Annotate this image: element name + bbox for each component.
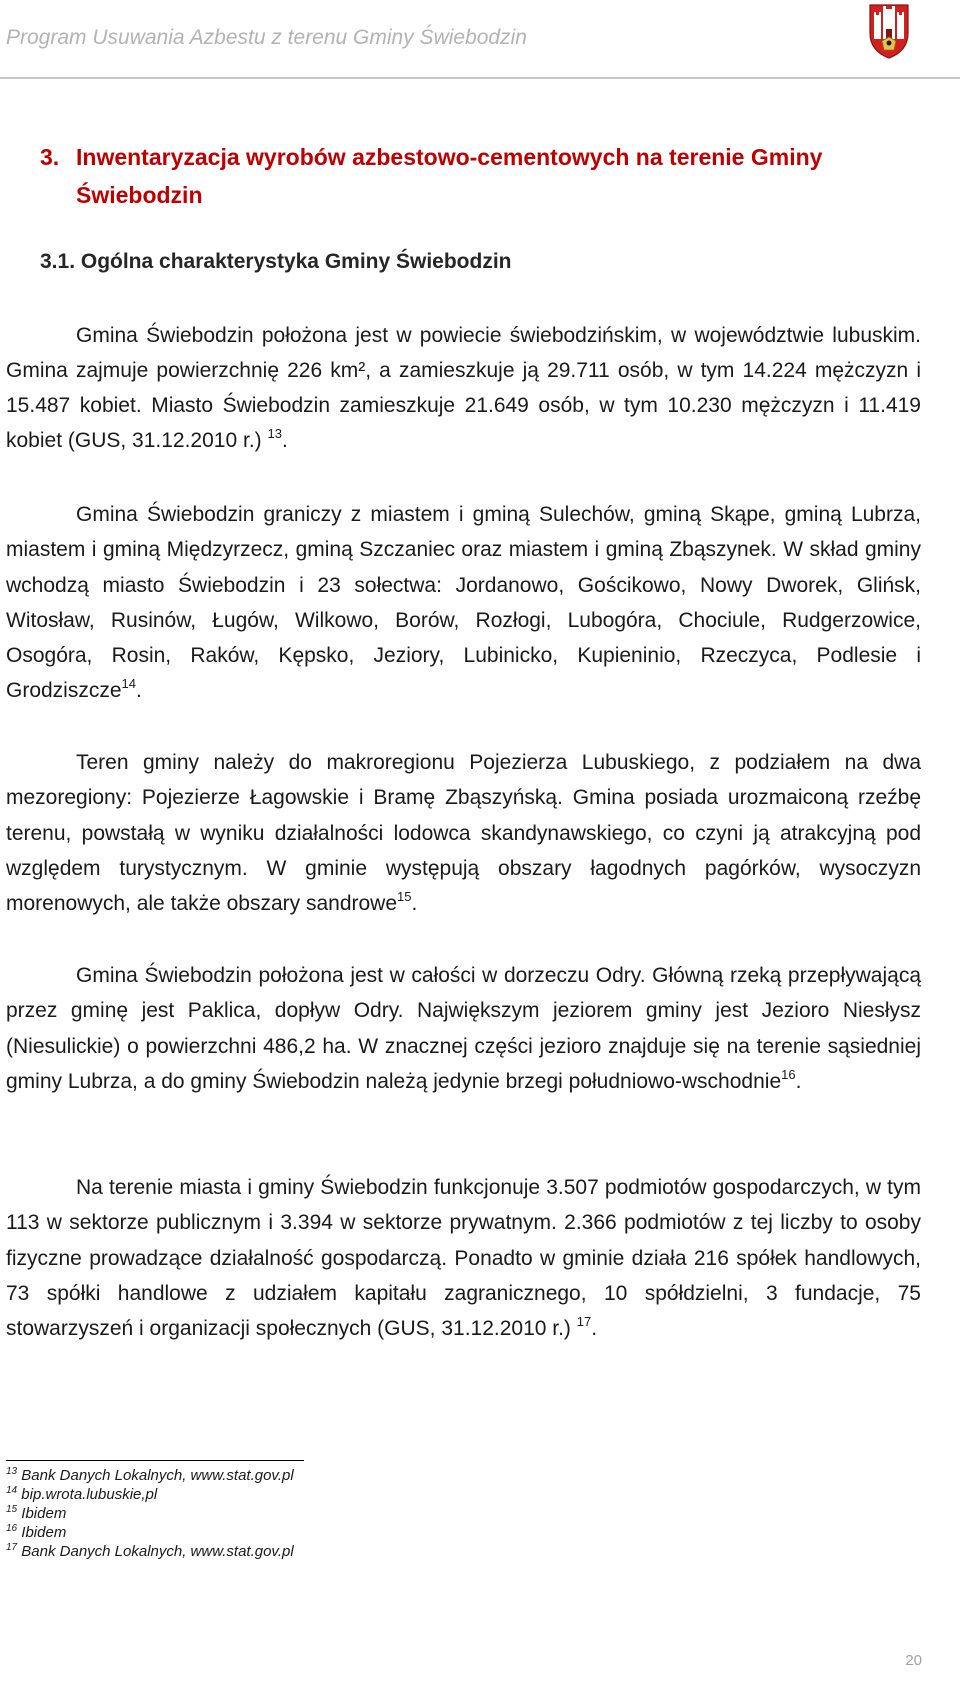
page-number: 20 — [905, 1652, 922, 1669]
paragraph-text: Gmina Świebodzin graniczy z miastem i gminą Sulechów, gminą Skąpe, gminą Lubrza, miastem i gminą Międzyrzecz, gminą Szczaniec oraz miastem i gminą Zbąszynek. W skład gminy wchodzą miasto Świebodzin i 23 sołectwa: Jordanowo, Gościkowo, Nowy Dworek, Glińsk, Witosław, Rusinów, Ługów, Wilkowo, Borów, Rozłogi, Lubogóra, Chociule, Rudgerzowice, Osogóra, Rosin, Raków, Kępsko, Jeziory, Lubinicko, Kupieninio, Rzeczyca, Podlesie i Grodziszcze — [6, 503, 921, 703]
paragraph-end: . — [591, 1317, 598, 1341]
footnote-text: bip.wrota.lubuskie,pl — [21, 1486, 158, 1503]
paragraph-end: . — [795, 1069, 802, 1093]
footnote-divider — [6, 1460, 304, 1461]
footnote-item — [6, 1485, 294, 1504]
footnote-ref: 17 — [576, 1314, 592, 1330]
header-title: Program Usuwania Azbestu z terenu Gminy Świebodzin — [6, 26, 527, 49]
footnote-item — [6, 1542, 294, 1561]
footnote-text: Ibidem — [21, 1505, 67, 1522]
subsection-heading: 3.1. Ogólna charakterystyka Gminy Świebodzin — [40, 250, 512, 273]
footnote-text: Ibidem — [21, 1524, 67, 1541]
section-number: 3. — [40, 144, 60, 170]
paragraph-end: . — [281, 429, 288, 452]
paragraph-terrain — [6, 745, 921, 921]
paragraph-borders — [6, 497, 921, 709]
paragraph-population — [6, 318, 921, 458]
footnote-ref: 16 — [781, 1066, 796, 1082]
section-heading — [40, 138, 920, 214]
page-header — [0, 0, 960, 80]
paragraph-text: Na terenie miasta i gminy Świebodzin funkcjonuje 3.507 podmiotów gospodarczych, w tym 113 w sektorze publicznym i 3.394 w sektorze prywatnym. 2.366 podmiotów z tej liczby to osoby fizyczne prowadzące działalność gospodarczą. Ponadto w gminie działa 216 spółek handlowych, 73 spółki handlowe z udziałem kapitału zagranicznego, 10 spółdzielni, 3 fundacje, 75 stowarzyszeń i organizacji społecznych (GUS, 31.12.2010 r.) — [6, 1176, 921, 1341]
paragraph-text: Gmina Świebodzin położona jest w całości w dorzeczu Odry. Główną rzeką przepływającą przez gminę jest Paklica, dopływ Odry. Największym jeziorem gminy jest Jezioro Niesłysz (Niesulickie) o powierzchni 486,2 ha. W znacznej części jezioro znajduje się na terenie sąsiedniej gminy Lubrza, a do gminy Świebodzin należą jedynie brzegi południowo-wschodnie — [6, 964, 921, 1093]
footnote-number: 15 — [6, 1504, 18, 1515]
paragraph-hydrology — [6, 958, 921, 1099]
footnote-text: Bank Danych Lokalnych, www.stat.gov.pl — [21, 1467, 294, 1484]
paragraph-economy — [6, 1170, 921, 1346]
footnote-text: Bank Danych Lokalnych, www.stat.gov.pl — [21, 1543, 294, 1560]
header-divider — [0, 77, 960, 79]
paragraph-text: Teren gminy należy do makroregionu Pojezierza Lubuskiego, z podziałem na dwa mezoregiony: Pojezierze Łagowskie i Bramę Zbąszyńską. Gmina posiada urozmaiconą rzeźbę terenu, powstałą w wyniku działalności lodowca skandynawskiego, co czyni ją atrakcyjną pod względem turystycznym. W gminie występują obszary łagodnych pagórków, wysoczyzn morenowych, ale także obszary sandrowe — [6, 751, 921, 916]
footnote-item — [6, 1523, 294, 1542]
footnote-number: 14 — [6, 1485, 18, 1496]
footnote-ref: 13 — [267, 426, 282, 441]
coat-of-arms-icon — [868, 3, 910, 59]
footnote-item — [6, 1466, 294, 1485]
footnote-number: 13 — [6, 1466, 18, 1477]
paragraph-end: . — [411, 892, 418, 916]
footnote-ref: 15 — [397, 889, 412, 905]
footnote-number: 17 — [6, 1542, 18, 1553]
paragraph-text: Gmina Świebodzin położona jest w powiecie świebodzińskim, w województwie lubuskim. Gmina zajmuje powierzchnię 226 km², a zamieszkuje ją 29.711 osób, w tym 14.224 mężczyzn i 15.487 kobiet. Miasto Świebodzin zamieszkuje 21.649 osób, w tym 10.230 mężczyzn i 11.419 kobiet (GUS, 31.12.2010 r.) — [6, 324, 921, 452]
footnote-item — [6, 1504, 294, 1523]
section-title: Inwentaryzacja wyrobów azbestowo-cementowych na terenie Gminy Świebodzin — [76, 144, 823, 208]
paragraph-end: . — [136, 679, 142, 703]
footnotes — [6, 1466, 294, 1561]
footnote-ref: 14 — [121, 676, 136, 692]
footnote-number: 16 — [6, 1523, 18, 1534]
